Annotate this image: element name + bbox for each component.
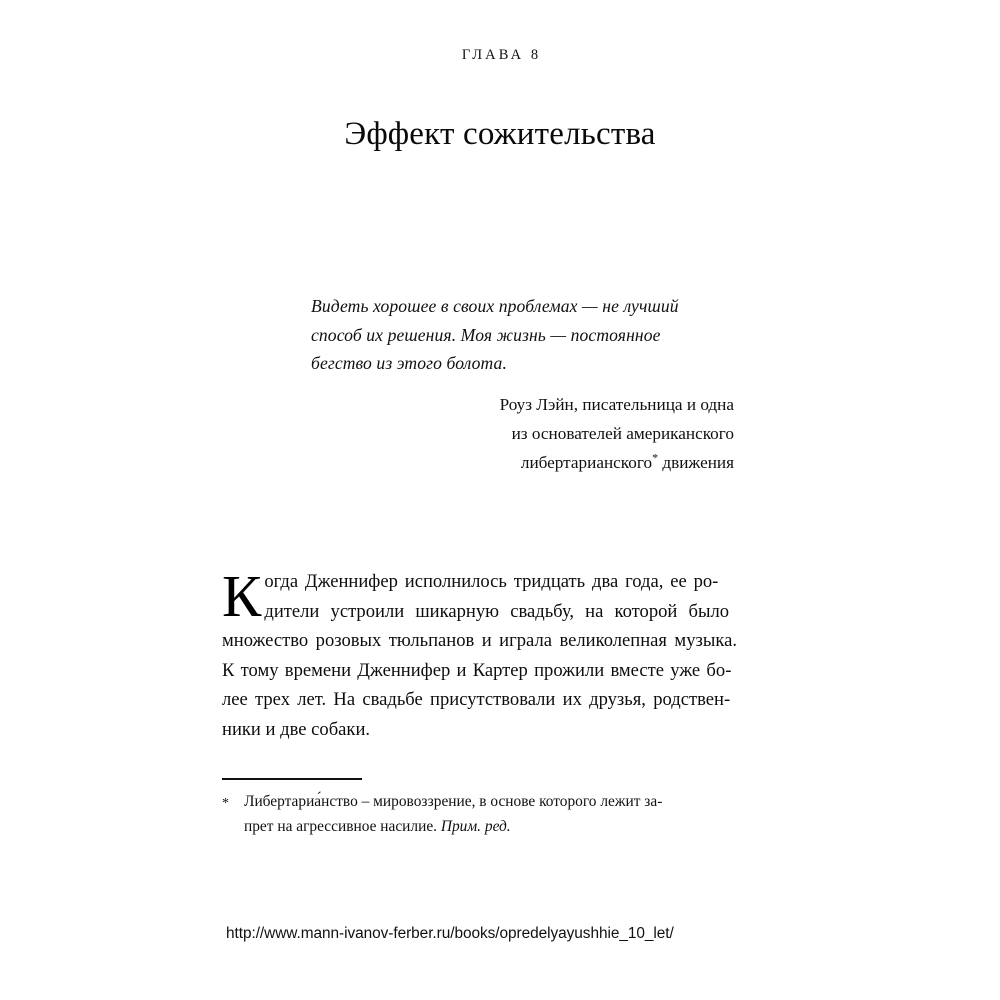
footnote-text <box>222 790 794 839</box>
footnote-separator-rule <box>222 778 362 780</box>
drop-cap: К <box>222 563 262 629</box>
epigraph-attribution <box>334 390 734 477</box>
footnote-line <box>244 815 794 840</box>
epigraph-line: способ их решения. Моя жизнь — постоянное <box>311 324 661 345</box>
body-paragraph <box>222 563 794 744</box>
footnote-reference-marker: * <box>652 450 659 465</box>
body-line: огда Дженнифер исполнилось тридцать два года, ее ро- <box>264 571 719 592</box>
body-line: К тому времени Дженнифер и Картер прожили вместе уже бо- <box>222 659 732 681</box>
source-url[interactable]: http://www.mann-ivanov-ferber.ru/books/opredelyayushhie_10_let/ <box>226 925 674 942</box>
body-text-block <box>222 563 794 744</box>
footnote-content <box>222 790 794 839</box>
epigraph-line: Видеть хорошее в своих проблемах — не лучший <box>311 296 679 316</box>
body-line: лее трех лет. На свадьбе присутствовали их друзья, родствен- <box>222 689 731 710</box>
chapter-title: Эффект сожительства <box>344 116 656 153</box>
footnote-editor-note: Прим. ред. <box>440 817 511 835</box>
chapter-label: ГЛАВА 8 <box>461 47 542 63</box>
body-line: дители устроили шикарную свадьбу, на которой было <box>264 600 730 622</box>
epigraph-line: бегство из этого болота. <box>311 353 507 374</box>
footnote-line-plain: прет на агрессивное насилие. <box>244 817 441 835</box>
attribution-line: Роуз Лэйн, писательница и одна <box>499 395 734 414</box>
footnote-line: Либертариа́нство – мировоззрение, в основе которого лежит за- <box>244 793 663 810</box>
footnote-marker: * <box>222 796 229 811</box>
attribution-line-text: либертарианского <box>520 453 653 472</box>
body-line: множество розовых тюльпанов и играла великолепная музыка. <box>222 630 737 651</box>
attribution-line: из основателей американского <box>511 424 734 443</box>
attribution-line <box>334 448 734 477</box>
attribution-line-tail: движения <box>658 453 734 472</box>
epigraph-quote <box>311 292 751 378</box>
footnote-block <box>222 778 794 839</box>
body-line: ники и две собаки. <box>222 718 371 740</box>
